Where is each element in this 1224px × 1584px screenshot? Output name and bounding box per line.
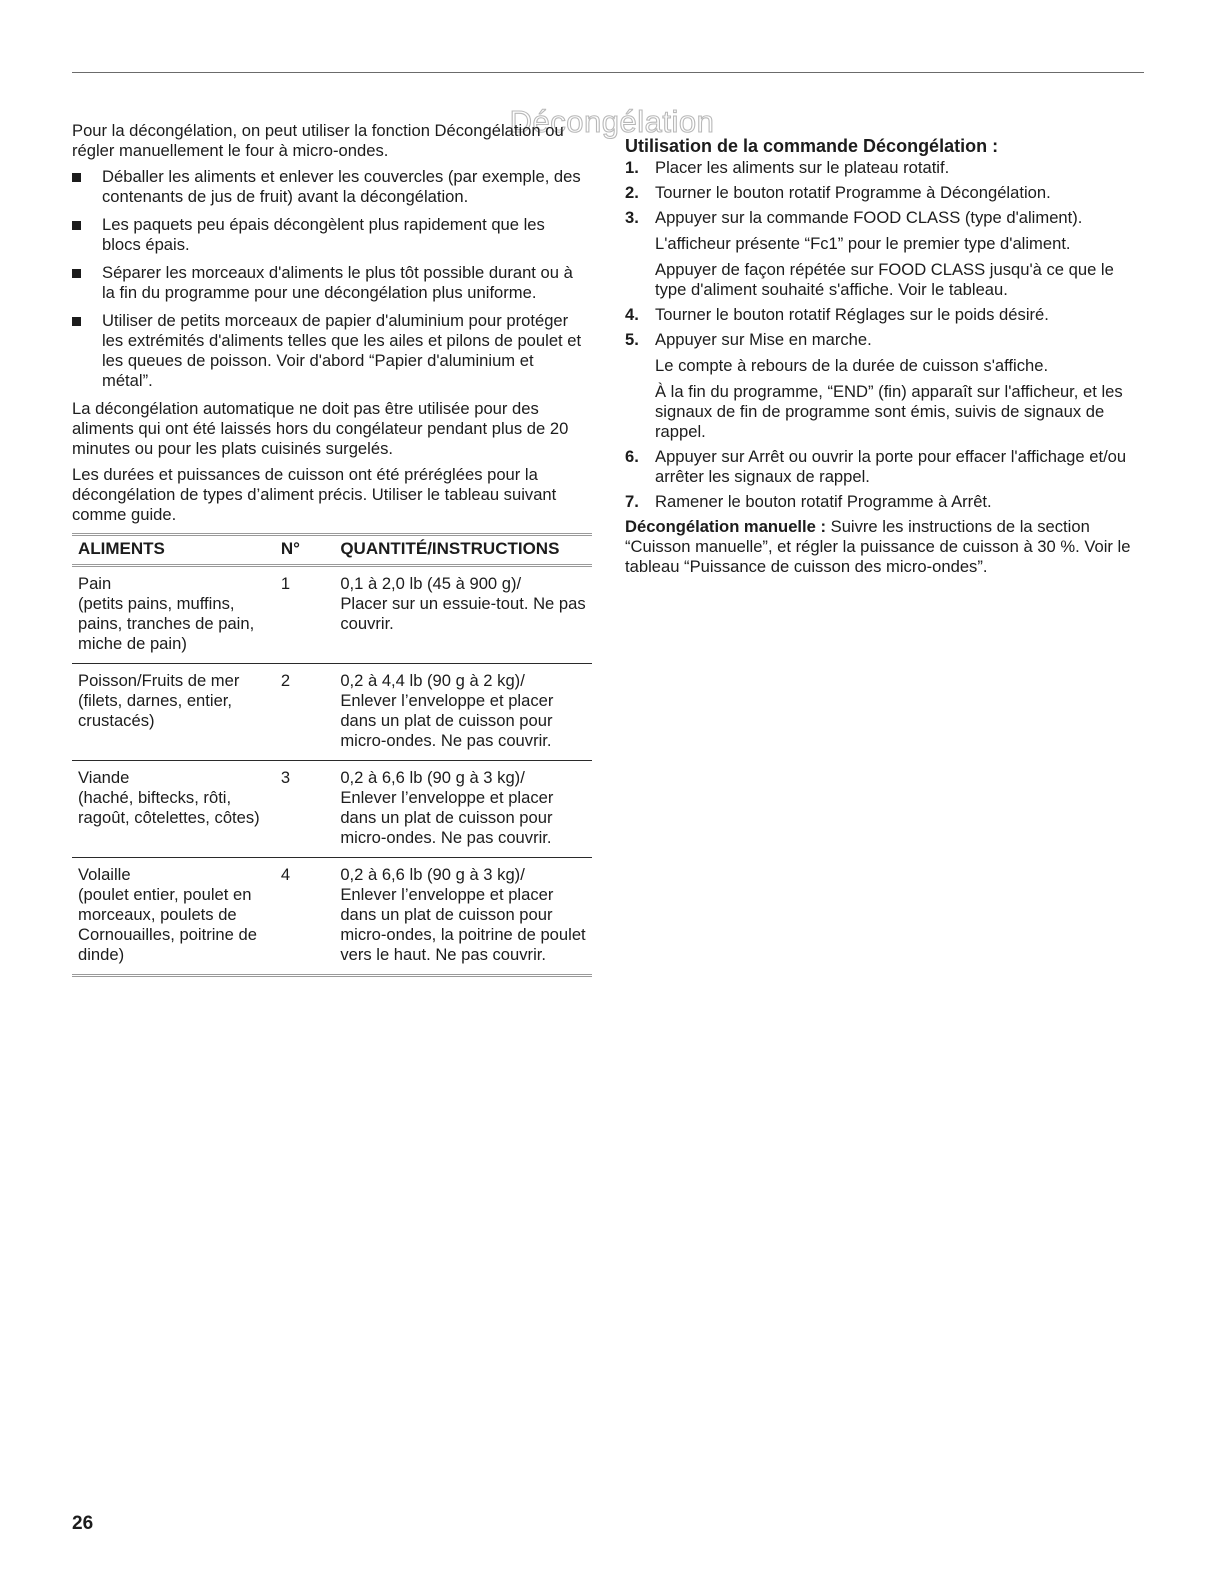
preset-paragraph: Les durées et puissances de cuisson ont été préréglées pour la décongélation de types d’aliment précis. Utiliser le tableau suivant comme guide. — [72, 465, 557, 524]
column-header-instructions: QUANTITÉ/INSTRUCTIONS — [334, 535, 592, 566]
step-note: À la fin du programme, “END” (fin) apparaît sur l'afficheur, et les signaux de fin de programme sont émis, suivis de signaux de rappel. — [655, 381, 1123, 441]
manual-defrost-paragraph: Décongélation manuelle : Suivre les instructions de la section “Cuisson manuelle”, et régler la puissance de cuisson à 30 %. Voir le tableau “Puissance de cuisson des micro-ondes”. — [625, 516, 1131, 576]
table-row — [72, 761, 592, 858]
instructions-cell: 0,2 à 6,6 lb (90 g à 3 kg)/ Enlever l’enveloppe et placer dans un plat de cuisson pour micro-ondes. Ne pas couvrir. — [334, 761, 592, 858]
step-item: 5. Appuyer sur Mise en marche. Le compte à rebours de la durée de cuisson s'affiche. À la fin du programme, “END” (fin) apparaît sur l'afficheur, et les signaux de fin de programme sont émis, suivis de signaux de rappel. — [625, 330, 1145, 442]
instructions-cell: 0,2 à 6,6 lb (90 g à 3 kg)/ Enlever l’enveloppe et placer dans un plat de cuisson pour micro-ondes, la poitrine de poulet vers le haut. Ne pas couvrir. — [334, 858, 592, 976]
square-bullet-icon — [72, 269, 81, 278]
food-cell: Volaille (poulet entier, poulet en morceaux, poulets de Cornouailles, poitrine de dinde) — [72, 858, 275, 976]
left-column — [72, 121, 584, 977]
square-bullet-icon — [72, 221, 81, 230]
square-bullet-icon — [72, 317, 81, 326]
step-note: Appuyer de façon répétée sur FOOD CLASS jusqu'à ce que le type d'aliment souhaité s'affiche. Voir le tableau. — [655, 259, 1114, 299]
table-row — [72, 664, 592, 761]
number-cell: 3 — [275, 761, 335, 858]
step-note: Le compte à rebours de la durée de cuisson s'affiche. — [655, 355, 1049, 375]
number-cell: 4 — [275, 858, 335, 976]
step-note: L'afficheur présente “Fc1” pour le premier type d'aliment. — [655, 233, 1071, 253]
table-row — [72, 858, 592, 976]
food-cell: Viande (haché, biftecks, rôti, ragoût, côtelettes, côtes) — [72, 761, 275, 858]
steps-list — [625, 158, 1145, 512]
step-item: 4. Tourner le bouton rotatif Réglages sur le poids désiré. — [625, 304, 1049, 324]
step-item: 3. Appuyer sur la commande FOOD CLASS (type d'aliment). L'afficheur présente “Fc1” pour le premier type d'aliment. Appuyer de façon répétée sur FOOD CLASS jusqu'à ce que le type d'aliment souhaité s'affiche. Voir le tableau. — [625, 208, 1145, 300]
number-cell: 1 — [280, 574, 291, 593]
food-cell: Poisson/Fruits de mer (filets, darnes, entier, crustacés) — [72, 664, 275, 761]
manual-defrost-label: Décongélation manuelle : — [625, 516, 827, 536]
defrost-table — [72, 533, 592, 977]
table-row — [72, 566, 592, 664]
table-header-row — [72, 535, 592, 566]
food-cell: Pain (petits pains, muffins, pains, tranches de pain, miche de pain) — [78, 574, 255, 653]
column-header-number: N° — [275, 535, 335, 566]
auto-defrost-warning: La décongélation automatique ne doit pas être utilisée pour des aliments qui ont été laissés hors du congélateur pendant plus de 20 minutes ou pour les plats cuisinés surgelés. — [72, 399, 569, 458]
top-rule — [72, 72, 1144, 73]
list-item: Déballer les aliments et enlever les couvercles (par exemple, des contenants de jus de fruit) avant la décongélation. — [72, 167, 584, 207]
right-column — [625, 121, 1145, 577]
instructions-cell: 0,2 à 4,4 lb (90 g à 2 kg)/ Enlever l’enveloppe et placer dans un plat de cuisson pour micro-ondes. Ne pas couvrir. — [334, 664, 592, 761]
list-item: Utiliser de petits morceaux de papier d'aluminium pour protéger les extrémités d'aliments telles que les ailes et pilons de poulet et les queues de poisson. Voir d'abord “Papier d'aluminium et métal”. — [72, 311, 584, 391]
list-item: Les paquets peu épais décongèlent plus rapidement que les blocs épais. — [72, 215, 584, 255]
step-item: 2. Tourner le bouton rotatif Programme à Décongélation. — [625, 182, 1051, 202]
instructions-cell: 0,1 à 2,0 lb (45 à 900 g)/ Placer sur un essuie-tout. Ne pas couvrir. — [340, 574, 586, 633]
tips-list — [72, 167, 584, 391]
list-item: Séparer les morceaux d'aliments le plus tôt possible durant ou à la fin du programme pour une décongélation plus uniforme. — [72, 263, 584, 303]
usage-heading: Utilisation de la commande Décongélation : — [625, 135, 999, 156]
step-item: 7. Ramener le bouton rotatif Programme à Arrêt. — [625, 491, 992, 511]
step-item: 6. Appuyer sur Arrêt ou ouvrir la porte pour effacer l'affichage et/ou arrêter les signaux de rappel. — [625, 446, 1127, 486]
square-bullet-icon — [72, 173, 81, 182]
column-header-food: ALIMENTS — [72, 535, 275, 566]
section-title: Décongélation — [509, 103, 715, 139]
page-number: 26 — [72, 1513, 94, 1534]
intro-paragraph: Pour la décongélation, on peut utiliser la fonction Décongélation ou régler manuellement le four à micro-ondes. — [72, 121, 564, 160]
number-cell: 2 — [275, 664, 335, 761]
step-item: 1. Placer les aliments sur le plateau rotatif. — [625, 157, 950, 177]
